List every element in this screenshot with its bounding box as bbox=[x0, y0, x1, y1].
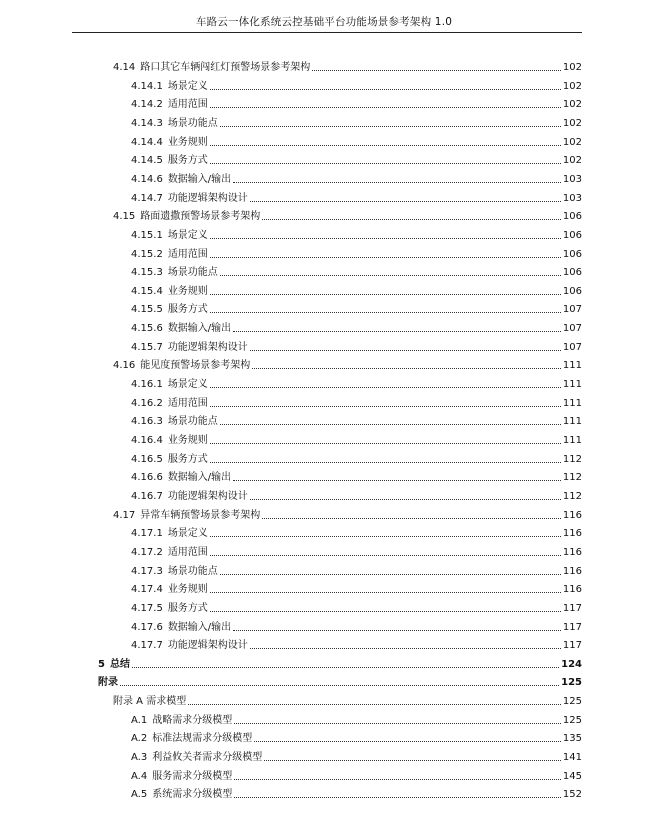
toc-entry[interactable] bbox=[131, 765, 582, 783]
toc-entry-title: 能见度预警场景参考架构 bbox=[140, 360, 251, 372]
toc-entry-page: 106 bbox=[562, 229, 582, 241]
toc-entry[interactable] bbox=[131, 243, 582, 261]
toc-leader-dots bbox=[210, 107, 561, 108]
toc-entry-title: 服务方式 bbox=[167, 602, 208, 614]
toc-entry-title: 服务方式 bbox=[167, 155, 208, 167]
toc-entry-page: 106 bbox=[562, 267, 582, 279]
toc-leader-dots bbox=[120, 685, 559, 686]
toc-entry-page: 107 bbox=[562, 323, 582, 335]
toc-entry[interactable] bbox=[113, 354, 582, 372]
toc-entry-title: 附录 A 需求模型 bbox=[113, 696, 187, 708]
toc-entry-number: A.4 bbox=[131, 770, 148, 782]
toc-entry-page: 117 bbox=[562, 602, 582, 614]
toc-entry[interactable] bbox=[131, 373, 582, 391]
toc-entry[interactable] bbox=[113, 56, 582, 74]
toc-entry[interactable] bbox=[131, 485, 582, 503]
toc-entry-number: 4.17.5 bbox=[131, 602, 163, 614]
toc-entry-number: 4.14.5 bbox=[131, 155, 163, 167]
toc-entry-number: 5 bbox=[98, 658, 105, 670]
toc-leader-dots bbox=[262, 518, 561, 519]
toc-entry-number: 4.14.3 bbox=[131, 117, 163, 129]
toc-entry[interactable] bbox=[131, 298, 582, 316]
toc-entry-number: 4.16.5 bbox=[131, 453, 163, 465]
toc-leader-dots bbox=[210, 257, 561, 258]
toc-leader-dots bbox=[250, 201, 561, 202]
toc-entry[interactable] bbox=[131, 336, 582, 354]
toc-entry[interactable] bbox=[131, 522, 582, 540]
toc-entry[interactable] bbox=[131, 560, 582, 578]
toc-entry-number: 4.16.7 bbox=[131, 490, 163, 502]
toc-entry-page: 145 bbox=[562, 770, 582, 782]
toc-entry-number: A.2 bbox=[131, 733, 148, 745]
toc-entry-title: 数据输入/输出 bbox=[167, 173, 232, 185]
toc-entry-title: 场景定义 bbox=[167, 80, 208, 92]
toc-entry-number: 4.15.4 bbox=[131, 285, 163, 297]
toc-entry-number: 4.15.2 bbox=[131, 248, 163, 260]
toc-entry-page: 102 bbox=[562, 155, 582, 167]
toc-entry[interactable] bbox=[131, 410, 582, 428]
toc-entry-page: 103 bbox=[562, 192, 582, 204]
toc-entry-number: 4.16.4 bbox=[131, 435, 163, 446]
toc-entry-page: 111 bbox=[562, 435, 582, 446]
toc-entry-page: 112 bbox=[562, 453, 582, 465]
toc-entry-title: 服务方式 bbox=[167, 304, 208, 316]
toc-entry-page: 112 bbox=[562, 490, 582, 502]
toc-entry-number: 4.17.4 bbox=[131, 584, 163, 596]
toc-entry-title: 战略需求分级模型 bbox=[152, 714, 233, 726]
toc-entry-page: 116 bbox=[562, 584, 582, 596]
toc-entry[interactable] bbox=[131, 261, 582, 279]
toc-entry-number: 4.17 bbox=[113, 509, 136, 521]
toc-leader-dots bbox=[250, 648, 561, 649]
toc-entry-title: 数据输入/输出 bbox=[167, 323, 232, 335]
toc-entry-title: 适用范围 bbox=[167, 397, 208, 409]
toc-entry-number: 4.14.1 bbox=[131, 80, 163, 92]
toc-entry-number: 4.15.1 bbox=[131, 229, 163, 241]
toc-leader-dots bbox=[210, 312, 561, 313]
toc-entry-number: 4.16.6 bbox=[131, 472, 163, 484]
toc-entry-page: 102 bbox=[562, 136, 582, 148]
toc-entry-page: 117 bbox=[562, 640, 582, 652]
toc-leader-dots bbox=[312, 70, 561, 71]
toc-entry-page: 125 bbox=[562, 714, 582, 726]
toc-entry-title: 适用范围 bbox=[167, 99, 208, 111]
toc-entry[interactable] bbox=[131, 709, 582, 727]
toc-entry-page: 102 bbox=[562, 117, 582, 129]
toc-leader-dots bbox=[210, 406, 561, 407]
toc-entry-title: 功能逻辑架构设计 bbox=[167, 640, 248, 652]
toc-entry-title: 功能逻辑架构设计 bbox=[167, 192, 248, 204]
toc-leader-dots bbox=[262, 219, 561, 220]
page-header: 车路云一体化系统云控基础平台功能场景参考架构 1.0 bbox=[195, 16, 453, 28]
toc-leader-dots bbox=[220, 126, 561, 127]
toc-entry[interactable] bbox=[131, 224, 582, 242]
toc-leader-dots bbox=[250, 350, 561, 351]
toc-entry-page: 116 bbox=[562, 509, 582, 521]
toc-leader-dots bbox=[233, 182, 561, 183]
toc-entry-number: 4.17.7 bbox=[131, 640, 163, 652]
toc-entry-page: 102 bbox=[562, 99, 582, 111]
toc-entry-page: 103 bbox=[562, 173, 582, 185]
toc-entry[interactable] bbox=[131, 727, 582, 745]
toc-entry-title: 服务需求分级模型 bbox=[152, 770, 233, 782]
toc-entry-title: 业务规则 bbox=[167, 584, 208, 596]
toc-entry-title: 场景功能点 bbox=[167, 117, 218, 129]
toc-entry-page: 116 bbox=[562, 565, 582, 577]
toc-entry-title: 场景功能点 bbox=[167, 565, 218, 577]
toc-leader-dots bbox=[252, 368, 561, 369]
toc-entry[interactable] bbox=[113, 205, 582, 223]
toc-entry-number: 4.15.6 bbox=[131, 323, 163, 335]
toc-leader-dots bbox=[210, 555, 561, 556]
toc-entry-page: 141 bbox=[562, 752, 582, 764]
toc-entry[interactable] bbox=[98, 653, 582, 671]
toc-entry-title: 适用范围 bbox=[167, 248, 208, 260]
toc-entry-title: 场景定义 bbox=[167, 379, 208, 391]
toc-entry[interactable] bbox=[131, 280, 582, 298]
toc-entry[interactable] bbox=[131, 187, 582, 205]
toc-entry-title: 异常车辆预警场景参考架构 bbox=[140, 509, 261, 521]
toc-leader-dots bbox=[234, 723, 561, 724]
toc-entry[interactable] bbox=[131, 634, 582, 652]
toc-entry[interactable] bbox=[131, 578, 582, 596]
toc-entry-number: 4.16.1 bbox=[131, 379, 163, 391]
toc-entry-page: 125 bbox=[561, 677, 582, 689]
toc-entry[interactable] bbox=[131, 75, 582, 93]
toc-entry-title: 附录 bbox=[98, 677, 118, 689]
toc-entry-number: 4.17.2 bbox=[131, 546, 163, 558]
toc-leader-dots bbox=[210, 387, 561, 388]
toc-leader-dots bbox=[210, 611, 561, 612]
toc-entry-page: 152 bbox=[562, 789, 582, 801]
toc-leader-dots bbox=[234, 797, 561, 798]
toc-entry-page: 102 bbox=[562, 80, 582, 92]
toc-leader-dots bbox=[250, 499, 561, 500]
toc-entry-number: 4.14 bbox=[113, 62, 136, 73]
toc-entry[interactable] bbox=[131, 597, 582, 615]
toc-entry[interactable] bbox=[113, 690, 582, 708]
toc-entry[interactable] bbox=[131, 317, 582, 335]
toc-leader-dots bbox=[220, 275, 561, 276]
toc-entry[interactable] bbox=[131, 616, 582, 634]
toc-entry-title: 场景定义 bbox=[167, 528, 208, 540]
toc-entry[interactable] bbox=[131, 93, 582, 111]
toc-entry-title: 功能逻辑架构设计 bbox=[167, 490, 248, 502]
toc-entry-number: A.1 bbox=[131, 714, 148, 726]
toc-entry-page: 106 bbox=[562, 211, 582, 223]
toc-entry-title: 数据输入/输出 bbox=[167, 472, 232, 484]
toc-entry-number: 4.14.4 bbox=[131, 136, 163, 148]
toc-entry-number: 4.16.3 bbox=[131, 416, 163, 428]
header-rule bbox=[72, 32, 582, 33]
toc-entry-title: 场景定义 bbox=[167, 229, 208, 241]
toc-entry[interactable] bbox=[113, 504, 582, 522]
toc-leader-dots bbox=[132, 667, 559, 668]
toc-leader-dots bbox=[210, 592, 561, 593]
toc-leader-dots bbox=[210, 462, 561, 463]
toc-leader-dots bbox=[264, 760, 561, 761]
toc-leader-dots bbox=[254, 741, 561, 742]
toc-entry-title: 标准法规需求分级模型 bbox=[152, 733, 253, 745]
toc-leader-dots bbox=[220, 424, 561, 425]
toc-entry-page: 116 bbox=[562, 528, 582, 540]
toc-leader-dots bbox=[233, 480, 561, 481]
toc-entry-number: 4.15.7 bbox=[131, 341, 163, 353]
toc-entry[interactable] bbox=[131, 466, 582, 484]
toc-entry-number: 4.14.2 bbox=[131, 99, 163, 111]
toc-entry-page: 116 bbox=[562, 546, 582, 558]
toc-leader-dots bbox=[210, 238, 561, 239]
toc-leader-dots bbox=[210, 536, 561, 537]
toc-leader-dots bbox=[233, 331, 561, 332]
toc-entry[interactable] bbox=[131, 168, 582, 186]
toc-entry-number: 4.16 bbox=[113, 360, 136, 372]
toc-entry-number: 4.14.6 bbox=[131, 173, 163, 185]
toc-entry[interactable] bbox=[131, 392, 582, 410]
toc-entry-title: 业务规则 bbox=[167, 435, 208, 446]
toc-entry-page: 124 bbox=[561, 658, 582, 670]
toc-leader-dots bbox=[234, 779, 561, 780]
toc-leader-dots bbox=[210, 443, 561, 444]
toc-entry-title: 业务规则 bbox=[167, 136, 208, 148]
toc-entry-number: 4.17.6 bbox=[131, 621, 163, 633]
toc-entry[interactable] bbox=[98, 671, 582, 689]
toc-entry[interactable] bbox=[131, 429, 582, 447]
toc-entry-page: 111 bbox=[562, 397, 582, 409]
toc-entry-number: 4.16.2 bbox=[131, 397, 163, 409]
toc-entry-number: A.3 bbox=[131, 752, 148, 764]
toc-leader-dots bbox=[210, 294, 561, 295]
toc-entry-number: 4.17.1 bbox=[131, 528, 163, 540]
toc-entry-page: 135 bbox=[562, 733, 582, 745]
toc-entry-title: 场景功能点 bbox=[167, 267, 218, 279]
toc-entry-title: 路口其它车辆闯红灯预警场景参考架构 bbox=[140, 62, 311, 73]
toc-leader-dots bbox=[220, 574, 561, 575]
toc-entry-number: 4.15.5 bbox=[131, 304, 163, 316]
toc-leader-dots bbox=[188, 704, 561, 705]
toc-leader-dots bbox=[210, 145, 561, 146]
toc-entry-number: 4.15.3 bbox=[131, 267, 163, 279]
toc-entry[interactable] bbox=[131, 149, 582, 167]
toc-entry[interactable] bbox=[131, 448, 582, 466]
toc-entry[interactable] bbox=[131, 541, 582, 559]
toc-entry-page: 102 bbox=[562, 62, 582, 73]
toc-entry-title: 场景功能点 bbox=[167, 416, 218, 428]
toc-entry-number: 4.14.7 bbox=[131, 192, 163, 204]
toc-entry-page: 112 bbox=[562, 472, 582, 484]
toc-entry-page: 107 bbox=[562, 304, 582, 316]
toc-entry-page: 117 bbox=[562, 621, 582, 633]
toc-entry-title: 适用范围 bbox=[167, 546, 208, 558]
toc-entry[interactable] bbox=[131, 112, 582, 130]
toc-entry[interactable] bbox=[131, 131, 582, 149]
toc-entry-page: 106 bbox=[562, 285, 582, 297]
toc-entry-number: 4.17.3 bbox=[131, 565, 163, 577]
toc-entry-title: 服务方式 bbox=[167, 453, 208, 465]
toc-entry-page: 125 bbox=[562, 696, 582, 708]
toc-entry-number: 4.15 bbox=[113, 211, 136, 223]
toc-entry-page: 111 bbox=[562, 360, 582, 372]
toc-entry[interactable] bbox=[131, 783, 582, 801]
toc-leader-dots bbox=[210, 163, 561, 164]
toc-entry-page: 107 bbox=[562, 341, 582, 353]
toc-entry-title: 功能逻辑架构设计 bbox=[167, 341, 248, 353]
toc-entry-title: 数据输入/输出 bbox=[167, 621, 232, 633]
toc-entry[interactable] bbox=[131, 746, 582, 764]
toc-entry-page: 106 bbox=[562, 248, 582, 260]
toc-leader-dots bbox=[210, 89, 561, 90]
toc-entry-title: 系统需求分级模型 bbox=[152, 789, 233, 801]
toc-entry-page: 111 bbox=[562, 379, 582, 391]
toc-entry-title: 总结 bbox=[109, 658, 130, 670]
toc-entry-title: 路面遗撒预警场景参考架构 bbox=[140, 211, 261, 223]
toc-entry-title: 利益攸关者需求分级模型 bbox=[152, 752, 263, 764]
toc-leader-dots bbox=[233, 630, 561, 631]
toc-entry-title: 业务规则 bbox=[167, 285, 208, 297]
toc-entry-number: A.5 bbox=[131, 789, 148, 801]
toc-entry-page: 111 bbox=[562, 416, 582, 428]
